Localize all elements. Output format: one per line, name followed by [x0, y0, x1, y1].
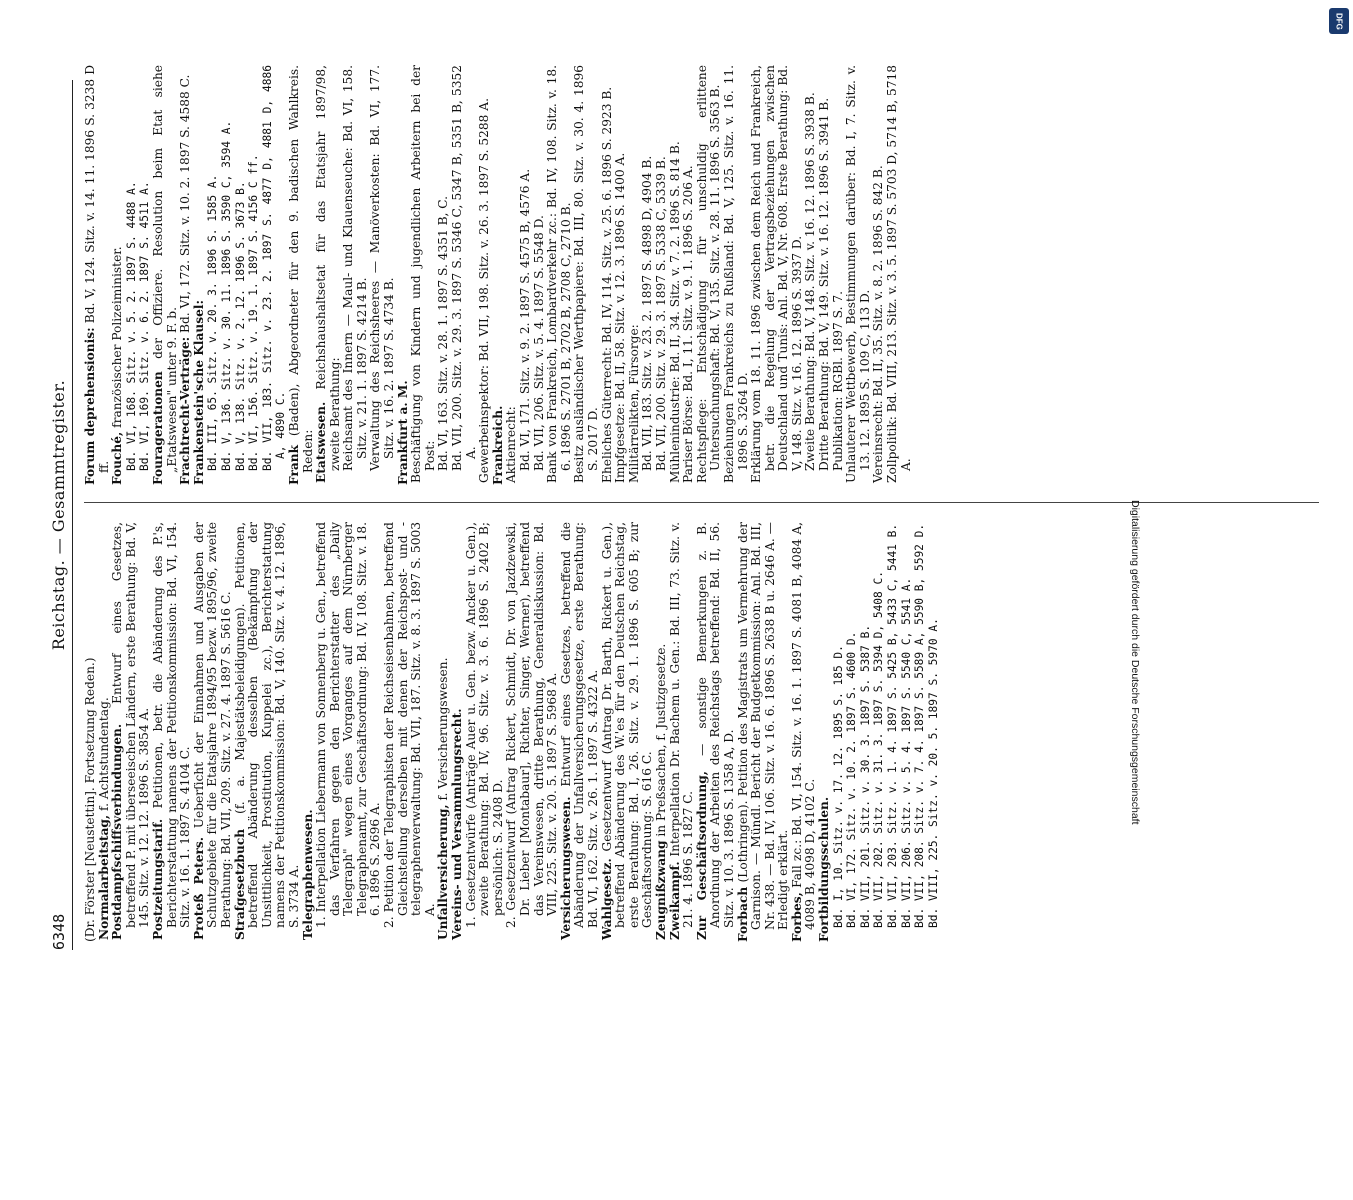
entry-lemma: Postdampfschiffsverbindungen.: [110, 723, 125, 940]
index-entry: [723, 65, 750, 485]
entry-text: Bd. VI, 172. Sitz. v. 10. 2. 1897 S. 4600 D.: [845, 631, 859, 928]
entry-text: f. Versicherungswesen.: [436, 657, 451, 805]
entry-text: Bd. VII, 200. Sitz. v. 29. 3. 1897 S. 5346 C, 5347 B, 5351 B, 5352 A.: [450, 65, 478, 471]
entry-text: Bd. VII, 183. Sitz. v. 23. 2. 1897 S. 4877 D, 4881 D, 4886 A, 4890 C.: [260, 65, 288, 471]
entry-lemma: Frankreich.: [490, 405, 505, 485]
index-entry: [505, 522, 559, 942]
entry-text: Ueberſicht der Einnahmen und Ausgaben der Schutzgebiete für die Etatsjahre 1894/95 bezw. 1895/96, zweite Berathung: Bd. VII, 209. Sitz. v. 27. 4. 1897 S. 5616 C.: [191, 521, 233, 928]
entry-text: Zollpolitik: Bd. VIII, 213. Sitz. v. 3. 5. 1897 S. 5703 D, 5714 B, 5718 A.: [885, 65, 913, 483]
index-entry: [818, 522, 832, 942]
entry-text: Bd. I, 10. Sitz. v. 17. 12. 1895 S. 185 D.: [831, 645, 845, 928]
entry-lemma: Versicherungswesen.: [558, 796, 573, 940]
entry-text: Verwaltung des Reichsheeres — Manöverkosten: Bd. VI, 177. Sitz. v. 16. 2. 1897 S. 4734 B.: [368, 65, 397, 471]
entry-text: Bd. III, 65. Sitz. v. 20. 3. 1896 S. 1585 A.: [206, 174, 220, 471]
index-entry: [492, 65, 506, 485]
left-column: [84, 522, 940, 942]
index-entry: [750, 65, 804, 485]
index-entry: [737, 522, 791, 942]
index-entry: [369, 65, 396, 485]
entry-lemma: Zweikampf.: [667, 861, 682, 940]
index-entry: [125, 65, 139, 485]
index-entry: [573, 65, 600, 485]
index-entry: [451, 65, 478, 485]
entry-lemma: Fouché,: [110, 431, 125, 485]
index-entry: [98, 522, 112, 942]
entry-text: Bank von Frankreich, Lombardverkehr zc.: Bd. IV, 108. Sitz. v. 18. 6. 1896 S. 2701 B, 2702 B, 2708 C, 2710 B.: [545, 65, 573, 483]
entry-lemma: Frachtrecht-Verträge:: [178, 336, 193, 485]
index-entry: [546, 65, 573, 485]
entry-text: Rechtspflege: Entschädigung für unschuldig erlittene Untersuchungshaft: Bd. V, 135. Sitz. v. 28. 11. 1896 S. 3563 B.: [694, 65, 723, 483]
page-number: 6348: [50, 913, 68, 950]
running-title: Reichstag. — Gesammtregister.: [49, 379, 68, 651]
index-entry: [845, 522, 859, 942]
index-entry: [234, 522, 302, 942]
index-entry: [859, 522, 873, 942]
entry-text: Bd. VII, 206. Sitz. v. 5. 4. 1897 S. 5548 D.: [531, 215, 546, 471]
entry-text: Bd. VII, 201. Sitz. v. 30. 3. 1897 S. 5387 B.: [858, 624, 872, 928]
entry-text: Bd. VI, 163. Sitz. v. 28. 1. 1897 S. 4351 B, C.: [436, 195, 451, 471]
index-entry: [560, 522, 601, 942]
entry-text: Militärrelikten, Fürsorge:: [626, 324, 641, 483]
entry-text: Aktienrecht:: [504, 406, 519, 483]
index-entry: [234, 65, 248, 485]
entry-text: Mühlenindustrie: Bd. II, 34. Sitz. v. 7. 2. 1896 S. 814 B.: [667, 141, 682, 483]
entry-lemma: Wahlgesetz.: [599, 858, 614, 940]
entry-text: Bd. V, 136. Sitz. v. 30. 11. 1896 S. 3590 C, 3594 A.: [219, 120, 233, 471]
index-entry: [315, 65, 342, 485]
entry-text: Petitionen, betr. die Abänderung des P.'s, Berichterstattung namens der Petitionskommission: Bd. VI, 154. Sitz. v. 16. 1. 1897 S. 4104 C.: [150, 522, 193, 928]
entry-text: Bd. VII, 200. Sitz. v. 29. 3. 1897 S. 5338 C, 5339 B.: [653, 156, 668, 471]
index-entry: [641, 65, 655, 485]
entry-lemma: Unfallversicherung,: [436, 804, 451, 940]
index-entry: [601, 65, 615, 485]
entry-text: Bd. V, 138. Sitz. v. 2. 12. 1896 S. 3673 B.: [233, 181, 247, 471]
entry-text: Interpellation Dr. Bachem u. Gen.: Bd. III, 73. Sitz. v. 21. 4. 1896 S. 1827 C.: [667, 522, 696, 928]
entry-text: (Lothringen). Petition des Magistrats um Vermehrung der Garnison. — Mündl. Bericht der Budgetkommission: Anl. Bd. III, Nr. 438. — Bd. IV, 106. Sitz. v. 16. 6. 1896 S. 2638 B u. 2646 A. — Erledigt erklärt.: [735, 522, 791, 930]
index-entry: [682, 65, 696, 485]
entry-lemma: Proteß Peters.: [191, 837, 206, 940]
index-entry: [315, 522, 383, 942]
entry-text: Dritte Berathung: Bd. V, 149. Sitz. v. 16. 12. 1896 S. 3941 B.: [817, 97, 832, 471]
dfg-logo: DFG: [1329, 8, 1349, 34]
index-entry: [206, 65, 220, 485]
entry-lemma: Zur Geschäftsordnung,: [694, 771, 709, 940]
entry-text: 2. Gesetzentwurf (Antrag Rickert, Schmidt, Dr. von Jazdzewski, Dr. Lieber [Montabaur], Richter, Singer, Werner), betreffend das Vereinswesen, dritte Berathung, Generaldiskussion: Bd. VIII, 225. Sitz. v. 20. 5. 1897 S. 5968 A.: [504, 522, 560, 928]
entry-text: 2. Petition der Telegraphisten der Reichseisenbahnen, betreffend Gleichstellung derselben mit denen der Reichspost- und -telegraphenverwaltung: Bd. VII, 187. Sitz. v. 8. 3. 1897 S. 5003 A.: [382, 522, 437, 928]
entry-text: 1. Interpellation Liebermann von Sonnenberg u. Gen., betreffend das Verfahren gegen den Berichterstatter des „Daily Telegraph" wegen eines Vorganges auf dem Nürnberger Telegraphenamt, zur Geschäftsordnung: Bd. IV, 108. Sitz. v. 18. 6. 1896 S. 2696 A.: [314, 522, 383, 928]
entry-text: Bd. VI, 172. Sitz. v. 10. 2. 1897 S. 4588 C.: [178, 74, 193, 337]
entry-text: Beziehungen Frankreichs zu Rußland: Bd. V, 125. Sitz. v. 16. 11. 1896 S. 3264 D.: [721, 65, 750, 483]
index-entry: [614, 65, 628, 485]
entry-text: — sonstige Bemerkungen z. B. Anordnung der Arbeiten des Reichstags betreffend: Bd. II, 56. Sitz. v. 10. 3. 1896 S. 1358 A, D.: [694, 522, 736, 928]
index-entry: [655, 65, 669, 485]
entry-lemma: Frankfurt a. M.: [395, 380, 410, 485]
index-entry: [193, 522, 234, 942]
entry-lemma: Telegraphenwesen.: [300, 809, 315, 940]
index-entry: [927, 522, 941, 942]
entry-lemma: Forbach: [735, 886, 750, 942]
entry-text: Eheliches Güterrecht: Bd. IV, 114. Sitz. v. 25. 6. 1896 S. 2923 B.: [599, 86, 614, 483]
index-entry: [696, 65, 723, 485]
entry-text: Unlauterer Wettbewerb, Bestimmungen darüber: Bd. I, 7. Sitz. v. 13. 12. 1895 S. 109 C, 113 D.: [844, 65, 872, 483]
entry-text: f. Achtstundentag.: [96, 697, 111, 815]
index-entry: [601, 522, 655, 942]
index-entry: [791, 522, 818, 942]
entry-text: Bd. VII, 202. Sitz. v. 31. 3. 1897 S. 5394 D, 5408 C.: [872, 571, 886, 928]
entry-text: (Dr. Förster [Neustettin]. Fortsetzung Reden.): [83, 657, 97, 942]
entry-text: Bd. V, 124. Sitz. v. 14. 11. 1896 S. 3238 D ff.: [83, 65, 111, 473]
entry-text: Pariser Börse: Bd. I, 11. Sitz. v. 9. 1. 1896 S. 206 A.: [681, 165, 696, 483]
entry-text: in Preßsachen, f. Justizgesetze.: [653, 643, 668, 841]
index-entry: [655, 522, 669, 942]
entry-text: Publikation: RGBl. 1897 S. 7.: [830, 291, 845, 471]
entry-text: Bd. VII, 206. Sitz. v. 5. 4. 1897 S. 5540 C, 5541 A.: [899, 577, 913, 928]
entry-text: Impfgesetze: Bd. II, 58. Sitz. v. 12. 3. 1896 S. 1400 A.: [613, 152, 628, 483]
index-entry: [302, 522, 316, 942]
entry-text: Bd. VII, 203. Sitz. v. 1. 4. 1897 S. 5425 B, 5433 C, 5441 B.: [886, 523, 900, 928]
entry-text: Reichsamt des Innern — Maul- und Klauenseuche: Bd. VI, 158. Sitz. v. 21. 1. 1897 S. 4214 B.: [341, 65, 369, 471]
entry-text: französischer Polizeiminister.: [110, 246, 125, 432]
index-entry: [410, 65, 437, 485]
index-entry: [261, 65, 288, 485]
index-entry: [478, 65, 492, 485]
index-entry: [111, 65, 125, 485]
entry-lemma: Forbes,: [789, 892, 804, 942]
index-entry: [872, 522, 886, 942]
entry-text: Erklärung vom 18. 11. 1896 zwischen dem Reich und Frankreich, betr. die Regelung der Vertragsbeziehungen zwischen Deutschland und Tunis: Anl. Bd. V, Nr. 608. Erste Berathung: Bd. V, 148. Sitz. v. 16. 12. 1896 S. 3937 D.: [749, 65, 804, 483]
entry-text: Gewerbeinspektor: Bd. VII, 198. Sitz. v. 26. 3. 1897 S. 5288 A.: [477, 98, 492, 483]
entry-text: Entwurf eines Gesetzes, betreffend die Abänderung der Unfallversicherungsgesetze, erste Berathung: Bd. VI, 162. Sitz. v. 26. 1. 1897 S. 4322 A.: [558, 522, 600, 928]
entry-text: Gesetzentwurf (Antrag Dr. Barth, Rickert u. Gen.), betreffend Abänderung des W.'es für den Deutschen Reichstag, erste Berathung: Bd. I, 26. Sitz. v. 29. 1. 1896 S. 605 B; zur Geschäftsordnung: S. 616 C.: [599, 522, 655, 928]
entry-text: Bd. VI, 171. Sitz. v. 9. 2. 1897 S. 4575 B, 4576 A.: [518, 168, 532, 471]
index-entry: [832, 65, 846, 485]
index-entry: [152, 65, 179, 485]
entry-text: (f. a. Majestätsbeleidigungen). Petitionen, betreffend Abänderung desselben (Bekämpfung der Unsittlichkeit, Prostitution, Kuppelei zc.), Berichterstattung namens der Petitionskommission: Bd. V, 140. Sitz. v. 4. 12. 1896, S. 3734 A.: [232, 522, 301, 928]
index-entry: [437, 65, 451, 485]
entry-lemma: Frank: [286, 444, 301, 485]
entry-text: Bd. VIII, 225. Sitz. v. 20. 5. 1897 S. 5970 A.: [926, 618, 940, 928]
index-entry: [886, 65, 913, 485]
entry-lemma: Normalarbeitstag,: [96, 814, 111, 940]
index-entry: [179, 65, 193, 485]
entry-lemma: Etatswesen.: [314, 401, 329, 483]
entry-text: Zweite Berathung: Bd. V, 148. Sitz. v. 16. 12. 1896 S. 3938 B.: [803, 92, 818, 471]
index-entry: [533, 65, 547, 485]
entry-lemma: Vereins- und Versammlungsrecht.: [450, 708, 465, 940]
entry-lemma: Forum deprehensionis:: [83, 327, 97, 485]
index-entry: [437, 522, 451, 942]
index-entry: [152, 522, 193, 942]
digitization-sidebar: [1129, 0, 1353, 1000]
entry-text: Entwurf eines Gesetzes, betreffend P. mit überseeischen Ländern, erste Berathung: Bd. V, 145. Sitz. v. 12. 12. 1896 S. 3854 A.: [110, 522, 152, 928]
entry-text: (Baden), Abgeordneter für den 9. badischen Wahlkreis. Reden:: [286, 65, 315, 473]
entry-text: Bd. VII, 208. Sitz. v. 7. 4. 1897 S. 5589 A, 5590 B, 5592 D.: [913, 523, 927, 928]
entry-text: Beschäftigung von Kindern und jugendlichen Arbeitern bei der Post:: [409, 65, 437, 483]
index-entry: [111, 522, 152, 942]
index-entry: [818, 65, 832, 485]
index-entry: [872, 65, 886, 485]
digitization-credit: Digitalisierung gefördert durch die Deutsche Forschungsgemeinschaft: [1129, 500, 1141, 825]
entry-text: Reichshaushaltsetat für das Etatsjahr 1897/98, zweite Berathung:: [314, 65, 342, 471]
entry-lemma: Strafgesetzbuch: [232, 828, 247, 940]
index-entry: [832, 522, 846, 942]
index-entry: [193, 65, 207, 485]
entry-lemma: Postzeitungstarif.: [150, 818, 165, 940]
entry-text: Fall zc.: Bd. VI, 154. Sitz. v. 16. 1. 1897 S. 4081 B, 4084 A, 4089 B, 4098 D, 4102 C.: [789, 522, 818, 930]
index-entry: [913, 522, 927, 942]
entry-lemma: Fortbildungsschulen.: [817, 796, 832, 942]
index-entry: [669, 65, 683, 485]
entry-text: Bd. VI, 156. Sitz. v. 19. 1. 1897 S. 4156 C ff.: [247, 154, 261, 471]
index-entry: [138, 65, 152, 485]
index-entry: [696, 522, 737, 942]
entry-lemma: Fourageratıonen: [150, 371, 165, 485]
index-entry: [900, 522, 914, 942]
entry-text: Bd. VI, 169. Sitz. v. 6. 2. 1897 S. 4511 A.: [138, 181, 152, 471]
index-entry: [669, 522, 696, 942]
index-entry: [845, 65, 872, 485]
index-entry: [804, 65, 818, 485]
index-entry: [342, 65, 369, 485]
index-entry: [519, 65, 533, 485]
page-header: [46, 80, 73, 950]
right-column: [84, 65, 913, 485]
index-entry: [397, 65, 411, 485]
entry-text: Vereinsrecht: Bd. II, 35. Sitz. v. 8. 2. 1896 S. 842 B.: [871, 165, 886, 483]
entry-lemma: Frankenstein'sche Klausel:: [191, 299, 206, 485]
entry-text: Bd. VI, 168. Sitz. v. 5. 2. 1897 S. 4488 A.: [124, 181, 138, 471]
index-entry: [451, 522, 465, 942]
index-entry: [628, 65, 642, 485]
entry-text: Bd. VII, 183. Sitz. v. 23. 2. 1897 S. 4898 D, 4904 B.: [640, 155, 655, 471]
entry-lemma: Zeugnißzwang: [653, 840, 668, 940]
index-entry: [84, 522, 98, 942]
index-entry: [84, 65, 111, 485]
entry-text: 1. Gesetzentwürfe (Anträge Auer u. Gen. bezw. Ancker u. Gen.), zweite Berathung: Bd. IV, 96. Sitz. v. 3. 6. 1896 S. 2402 B; persönlich: S. 2408 D.: [463, 522, 505, 928]
entry-text: der Offiziere. Resolution beim Etat siehe „Etatswesen" unter 9. F. b.: [150, 65, 179, 473]
index-entry: [465, 522, 506, 942]
index-entry: [220, 65, 234, 485]
index-entry: [247, 65, 261, 485]
entry-text: Besitz ausländischer Werthpapiere: Bd. III, 80. Sitz. v. 30. 4. 1896 S. 2017 D.: [572, 65, 600, 483]
index-entry: [505, 65, 519, 485]
index-entry: [383, 522, 437, 942]
index-entry: [288, 65, 315, 485]
index-entry: [886, 522, 900, 942]
